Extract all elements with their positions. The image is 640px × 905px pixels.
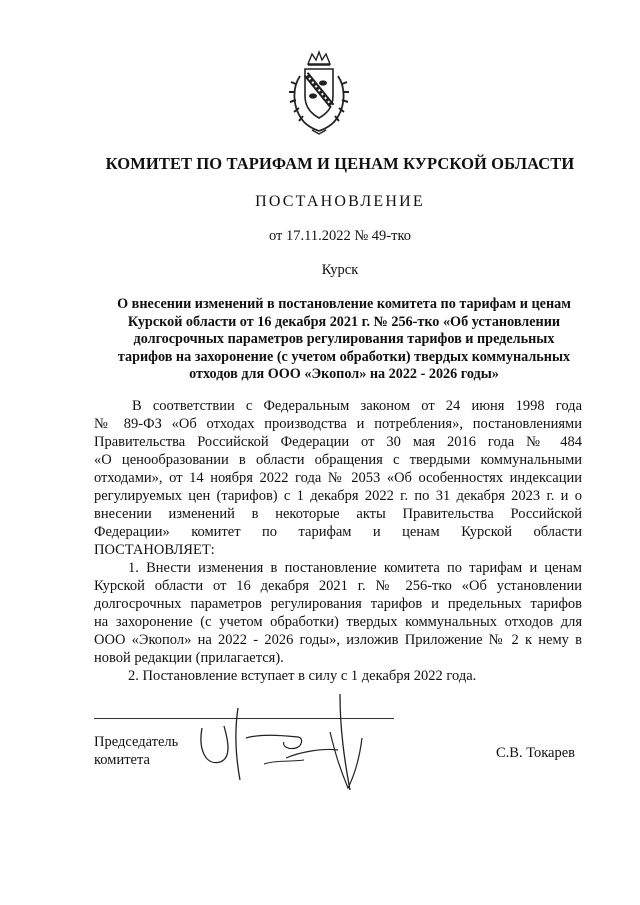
item1-line: ООО «Экопол» на 2022 - 2026 годы», изложив Приложение № 2 к нему в [94, 632, 582, 648]
organization-title: КОМИТЕТ ПО ТАРИФАМ И ЦЕНАМ КУРСКОЙ ОБЛАСТИ [105, 154, 575, 173]
handwritten-signature-icon [180, 688, 410, 793]
preamble-line: Федерации» комитет по тарифам и ценам Курской области [94, 524, 582, 540]
signer-name: С.В. Токарев [496, 745, 576, 761]
item1-line: Курской области от 16 декабря 2021 г. № 256-тко «Об установлении [94, 578, 582, 594]
item1-line: на захоронение (с учетом обработки) твердых коммунальных отходов для [94, 614, 582, 630]
signer-position [94, 733, 178, 769]
preamble-line: регулируемых цен (тарифов) с 1 декабря 2022 г. по 31 декабря 2023 г. и о [94, 488, 582, 504]
subject-line: Курской области от 16 декабря 2021 г. № 256-тко «Об установлении [127, 313, 561, 330]
document-subject [92, 296, 596, 384]
document-body [94, 397, 582, 685]
preamble-line: Правительства Российской Федерации от 30 мая 2016 года № 484 [94, 434, 582, 450]
preamble-line: отходами», от 14 ноября 2022 года № 2053 «Об особенностях индексации [94, 470, 582, 486]
preamble-line: № 89-ФЗ «Об отходах производства и потребления», постановлениями [94, 416, 582, 432]
item1-line: 1. Внести изменения в постановление комитета по тарифам и ценам [128, 560, 582, 576]
signer-position-line: комитета [94, 752, 150, 768]
preamble-line: внесении изменений в некоторые акты Правительства Российской [94, 506, 582, 522]
document-city: Курск [321, 262, 359, 278]
item1-line: долгосрочных параметров регулирования тарифов и предельных тарифов [94, 596, 582, 612]
subject-line: долгосрочных параметров регулирования тарифов и предельных [133, 331, 555, 347]
item1-line: новой редакции (прилагается). [94, 650, 284, 666]
subject-line: отходов для ООО «Экопол» на 2022 - 2026 годы» [189, 366, 499, 382]
kursk-coat-of-arms-icon [286, 50, 352, 136]
preamble-line: «О ценообразовании в области обращения с твердыми коммунальными [94, 452, 582, 468]
document-date-number: от 17.11.2022 № 49-тко [268, 228, 412, 244]
subject-line: О внесении изменений в постановление комитета по тарифам и ценам [117, 296, 571, 312]
preamble-line: В соответствии с Федеральным законом от 24 июня 1998 года [132, 398, 582, 414]
subject-line: тарифов на захоронение (с учетом обработки) твердых коммунальных [117, 348, 571, 365]
signer-position-line: Председатель [94, 734, 179, 750]
document-type: ПОСТАНОВЛЕНИЕ [255, 193, 425, 210]
resolves-keyword: ПОСТАНОВЛЯЕТ: [94, 542, 215, 558]
item2-line: 2. Постановление вступает в силу с 1 декабря 2022 года. [128, 668, 477, 684]
